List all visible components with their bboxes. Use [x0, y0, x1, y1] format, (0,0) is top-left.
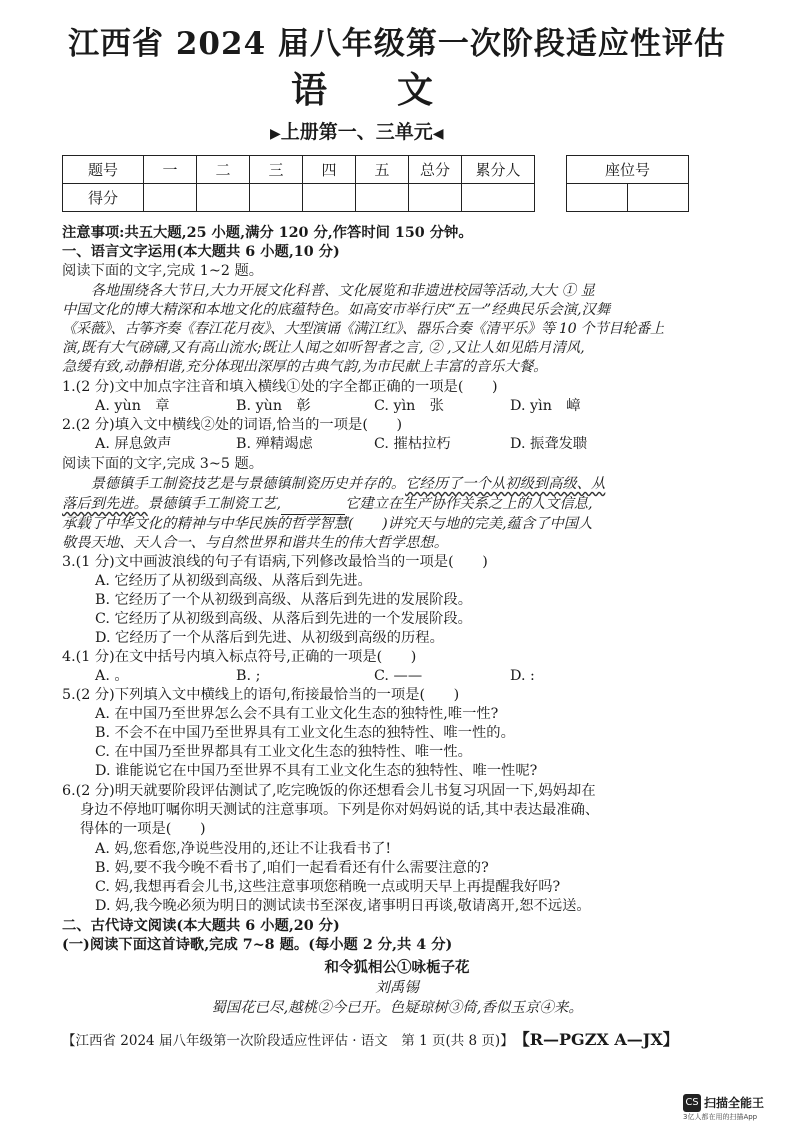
- score-col: 累分人: [462, 156, 535, 184]
- option-b[interactable]: B. yùn 彰: [236, 398, 311, 414]
- passage-line: [62, 495, 593, 515]
- option-d[interactable]: D. 妈,我今晚必须为明日的测试读书至深夜,诸事明日再谈,敬请离开,恕不远送。: [95, 898, 591, 914]
- option-a[interactable]: A. yùn 章: [95, 398, 170, 414]
- passage-line: 急缓有致,动静相谐,充分体现出深厚的古典气韵,为市民献上丰富的音乐大餐。: [62, 359, 548, 375]
- question-6-cont: 得体的一项是( ): [80, 821, 206, 837]
- triangle-right-icon: ▶: [270, 126, 281, 142]
- score-col: 一: [144, 156, 197, 184]
- reading-instruction: 阅读下面的文字,完成 1~2 题。: [62, 263, 264, 279]
- option-a[interactable]: A. 屏息敛声: [95, 436, 172, 452]
- footer-text: 【江西省 2024 届八年级第一次阶段适应性评估 · 语文 第 1 页(共 8 页)】: [62, 1033, 514, 1049]
- passage-line: 承载了中华文化的精神与中华民族的哲学智慧( )讲究天与地的完美,蕴含了中国人: [62, 516, 593, 532]
- triangle-left-icon: ◀: [432, 126, 444, 142]
- paper-code: 【R—PGZX A—JX】: [521, 1030, 679, 1049]
- option-d[interactable]: D. 谁能说它在中国乃至世界不具有工业文化生态的独特性、唯一性呢?: [95, 763, 538, 779]
- subject-title: 语文: [290, 69, 503, 111]
- question-4: 4.(1 分)在文中括号内填入标点符号,正确的一项是( ): [62, 649, 417, 665]
- poem-author: 刘禹锡: [375, 980, 419, 996]
- score-cell[interactable]: [303, 184, 356, 212]
- scope-text: 上册第一、三单元: [280, 121, 433, 143]
- scanner-name: 扫描全能王: [704, 1096, 765, 1110]
- section-heading: 一、语言文字运用(本大题共 6 小题,10 分): [62, 244, 340, 260]
- passage-text: 它建立在生产协作关系之上的人文信息,: [345, 496, 593, 512]
- exam-title: 江西省 2024 届八年级第一次阶段适应性评估: [68, 26, 726, 62]
- score-col: 总分: [409, 156, 462, 184]
- scanner-watermark: [683, 1092, 765, 1121]
- seat-table: [566, 155, 689, 212]
- wavy-sentence: 落后到先进。: [62, 496, 148, 512]
- option-d[interactable]: D. 振聋发聩: [510, 436, 588, 452]
- question-6-cont: 身边不停地叮嘱你明天测试的注意事项。下列是你对妈妈说的话,其中表达最准确、: [80, 802, 600, 818]
- option-b[interactable]: B. 殚精竭虑: [236, 436, 313, 452]
- score-cell[interactable]: [409, 184, 462, 212]
- question-3: 3.(1 分)文中画波浪线的句子有语病,下列修改最恰当的一项是( ): [62, 554, 488, 570]
- option-c[interactable]: C. 在中国乃至世界都具有工业文化生态的独特性、唯一性。: [95, 744, 472, 760]
- score-cell[interactable]: [462, 184, 535, 212]
- score-col: 二: [197, 156, 250, 184]
- question-2: 2.(2 分)填入文中横线②处的词语,恰当的一项是( ): [62, 417, 403, 433]
- scanner-tagline: 3亿人都在用的扫描App: [683, 1113, 758, 1121]
- score-cell[interactable]: [144, 184, 197, 212]
- seat-cell[interactable]: [628, 184, 689, 212]
- option-c[interactable]: C. 摧枯拉朽: [374, 436, 451, 452]
- option-b[interactable]: B. 不会不在中国乃至世界具有工业文化生态的独特性、唯一性的。: [95, 725, 515, 741]
- score-cell[interactable]: [250, 184, 303, 212]
- passage-text: 景德镇手工制瓷技艺是与景德镇制瓷历史并存的。: [62, 476, 406, 492]
- option-b[interactable]: B. 妈,要不我今晚不看书了,咱们一起看看还有什么需要注意的?: [95, 860, 489, 876]
- option-c[interactable]: C. 它经历了从初级到高级、从落后到先进的一个发展阶段。: [95, 611, 472, 627]
- passage-line: 敬畏天地、天人合一、与自然世界和谐共生的伟大哲学思想。: [62, 535, 449, 551]
- camscanner-icon: CS: [683, 1094, 701, 1112]
- score-header-label: 题号: [63, 156, 144, 184]
- option-c[interactable]: C. ——: [374, 668, 423, 684]
- wavy-sentence: 它经历了一个从初级到高级、从: [405, 476, 606, 492]
- score-row-label: 得分: [63, 184, 144, 212]
- option-d[interactable]: D. :: [510, 668, 535, 684]
- option-a[interactable]: A. 它经历了从初级到高级、从落后到先进。: [95, 573, 372, 589]
- seat-cell[interactable]: [567, 184, 628, 212]
- question-5: 5.(2 分)下列填入文中横线上的语句,衔接最恰当的一项是( ): [62, 687, 460, 703]
- option-d[interactable]: D. yìn 嶂: [510, 398, 581, 414]
- page-footer: [62, 1027, 679, 1050]
- option-b[interactable]: B. 它经历了一个从初级到高级、从落后到先进的发展阶段。: [95, 592, 473, 608]
- score-table: [62, 155, 535, 212]
- passage-line: 《采薇》、古筝齐奏《春江花月夜》、大型演诵《满江红》、器乐合奏《清平乐》等 10 个节目轮番上: [62, 321, 664, 337]
- score-cell[interactable]: [197, 184, 250, 212]
- seat-label: 座位号: [567, 156, 689, 184]
- passage-text: 景德镇手工制瓷工艺,: [147, 496, 281, 512]
- question-6: 6.(2 分)明天就要阶段评估测试了,吃完晚饭的你还想看会儿书复习巩固一下,妈妈却在: [62, 783, 596, 799]
- scope-banner: [270, 117, 444, 144]
- poem-line: 蜀国花已尽,越桃②今已开。色疑琼树③倚,香似玉京④来。: [211, 1000, 583, 1016]
- passage-line: 中国文化的博大精深和本地文化的底蕴特色。如高安市举行庆“五一”经典民乐会演,汉舞: [62, 302, 611, 318]
- option-a[interactable]: A. 妈,您看您,净说些没用的,还让不让我看书了!: [95, 841, 392, 857]
- reading-instruction: 阅读下面的文字,完成 3~5 题。: [62, 456, 264, 472]
- score-col: 五: [356, 156, 409, 184]
- notice: 注意事项:共五大题,25 小题,满分 120 分,作答时间 150 分钟。: [62, 225, 473, 241]
- passage-line: 演,既有大气磅礴,又有高山流水;既让人闻之如听智者之言, ② ,又让人如见皓月清风,: [62, 340, 585, 356]
- score-col: 三: [250, 156, 303, 184]
- option-a[interactable]: A. 。: [95, 668, 129, 684]
- option-d[interactable]: D. 它经历了一个从落后到先进、从初级到高级的历程。: [95, 630, 444, 646]
- passage-line: 各地围绕各大节日,大力开展文化科普、文化展览和非遗进校园等活动,大大 ① 显: [62, 283, 595, 299]
- question-1: 1.(2 分)文中加点字注音和填入横线①处的字全都正确的一项是( ): [62, 379, 498, 395]
- option-b[interactable]: B. ;: [236, 668, 261, 684]
- option-c[interactable]: C. yìn 张: [374, 398, 444, 414]
- passage-line: [62, 475, 605, 494]
- option-c[interactable]: C. 妈,我想再看会儿书,这些注意事项您稍晚一点或明天早上再提醒我好吗?: [95, 879, 561, 895]
- subsection-heading: (一)阅读下面这首诗歌,完成 7~8 题。(每小题 2 分,共 4 分): [62, 937, 453, 953]
- score-cell[interactable]: [356, 184, 409, 212]
- section-heading: 二、古代诗文阅读(本大题共 6 小题,20 分): [62, 918, 340, 934]
- poem-title: 和令狐相公①咏栀子花: [324, 959, 470, 976]
- answer-blank: [281, 495, 345, 515]
- score-col: 四: [303, 156, 356, 184]
- option-a[interactable]: A. 在中国乃至世界怎么会不具有工业文化生态的独特性,唯一性?: [95, 706, 499, 722]
